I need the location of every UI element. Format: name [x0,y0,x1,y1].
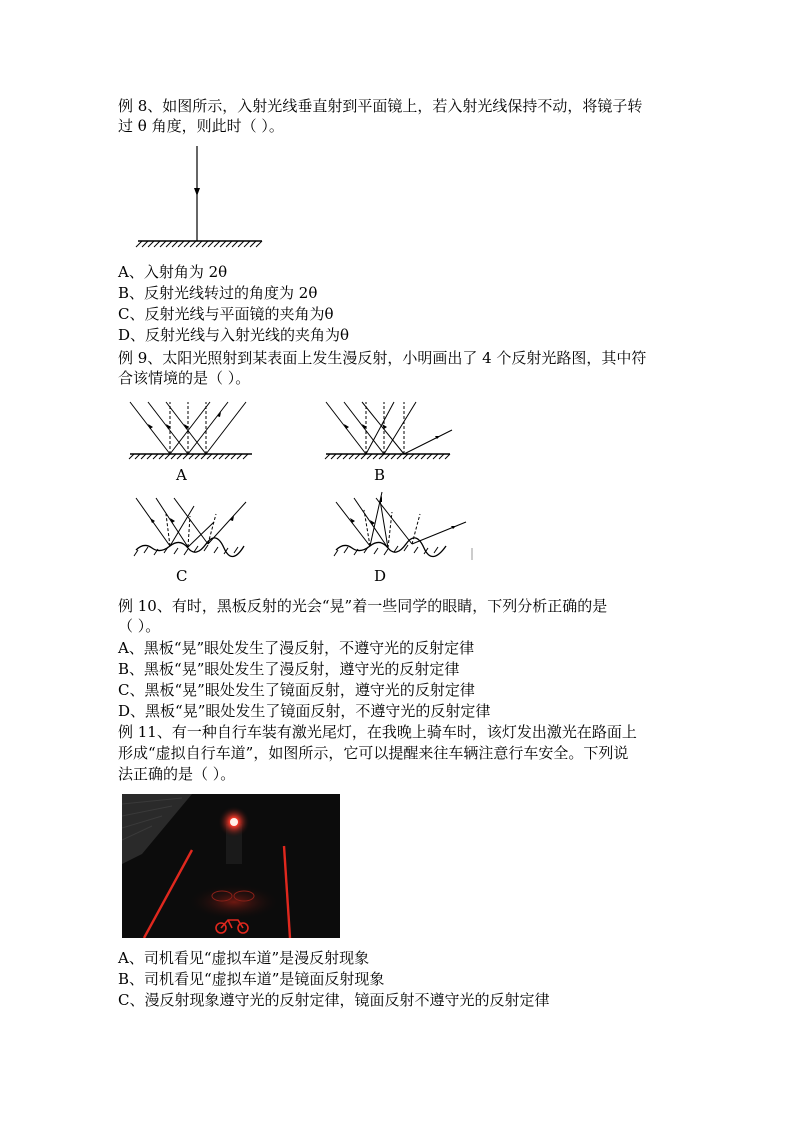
hatch-line [184,241,190,247]
hatch-line [196,241,202,247]
hatch-line [220,241,226,247]
q8-mirror-figure [134,142,269,252]
q10-option-c: C、黑板“晃”眼处发生了镜面反射，遵守光的反射定律 [118,681,475,699]
q11-stem-line3: 法正确的是（ ）。 [118,765,236,783]
q9-figure-c [130,492,250,562]
hatch-line [238,241,244,247]
hatch-line [142,241,148,247]
q9-label-a: A [176,466,187,484]
hatch-line [208,241,214,247]
hatch-line [178,241,184,247]
hatch-line [136,241,142,247]
q11-stem-line1: 例 11、有一种自行车装有激光尾灯，在我晚上骑车时，该灯发出激光在路面上 [118,723,637,741]
hatch-line [232,241,238,247]
q8-option-b: B、反射光线转过的角度为 2θ [118,284,318,302]
q8-stem-line2: 过 θ 角度，则此时（ ）。 [118,117,284,135]
hatch-line [154,241,160,247]
q11-option-a: A、司机看见“虚拟车道”是漫反射现象 [118,949,370,967]
q9-label-c: C [176,567,188,585]
q8-stem-line1: 例 8、如图所示，入射光线垂直射到平面镜上，若入射光线保持不动，将镜子转 [118,97,643,115]
q11-option-c: C、漫反射现象遵守光的反射定律，镜面反射不遵守光的反射定律 [118,991,550,1009]
q9-label-b: B [374,466,386,484]
hatch-line [148,241,154,247]
hatch-line [226,241,232,247]
q10-stem-line2: （ ）。 [118,617,161,635]
q8-option-d: D、反射光线与入射光线的夹角为θ [118,326,350,344]
q9-figure-a [128,398,258,464]
q10-option-a: A、黑板“晃”眼处发生了漫反射，不遵守光的反射定律 [118,639,475,657]
q9-figure-b [324,398,458,464]
ray-arrow-icon [194,188,200,196]
hatch-line [172,241,178,247]
q9-figure-d [330,486,474,562]
q8-option-a: A、入射角为 2θ [118,263,228,281]
q10-option-b: B、黑板“晃”眼处发生了漫反射，遵守光的反射定律 [118,660,460,678]
hatch-line [214,241,220,247]
hatch-line [190,241,196,247]
bike-laser-photo [122,794,340,938]
q9-stem-line1: 例 9、太阳光照射到某表面上发生漫反射，小明画出了 4 个反射光路图，其中符 [118,349,647,367]
q11-option-b: B、司机看见“虚拟车道”是镜面反射现象 [118,970,385,988]
q9-stem-line2: 合该情境的是（ ）。 [118,369,251,387]
q9-label-d: D [374,567,387,585]
hatch-line [256,241,262,247]
hatch-line [250,241,256,247]
mirror-hatching [136,241,262,247]
hatch-line [166,241,172,247]
q10-stem-line1: 例 10、有时，黑板反射的光会“晃”着一些同学的眼睛，下列分析正确的是 [118,597,608,615]
q10-option-d: D、黑板“晃”眼处发生了镜面反射，不遵守光的反射定律 [118,702,491,720]
hatch-line [202,241,208,247]
q11-stem-line2: 形成“虚拟自行车道”，如图所示，它可以提醒来往车辆注意行车安全。下列说 [118,744,629,762]
laser-lane-illustration [122,794,340,938]
hatch-line [244,241,250,247]
hatch-line [160,241,166,247]
q8-option-c: C、反射光线与平面镜的夹角为θ [118,305,334,323]
